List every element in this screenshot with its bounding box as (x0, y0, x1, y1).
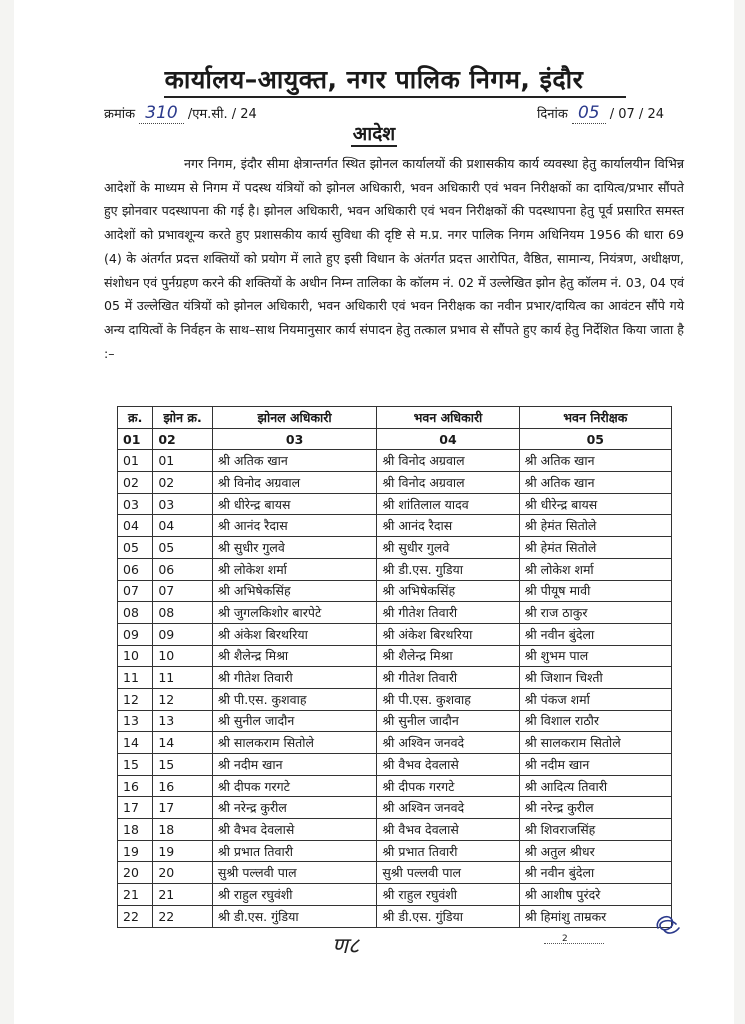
cell-zonal-officer: श्री लोकेश शर्मा (212, 558, 376, 580)
table-row (118, 450, 672, 472)
cell-building-officer: श्री अभिषेकसिंह (377, 580, 519, 602)
cell-zone: 22 (153, 905, 213, 927)
cell-building-inspector: श्री पंकज शर्मा (519, 688, 671, 710)
cell-serial: 13 (118, 710, 153, 732)
column-index: 03 (212, 428, 376, 450)
cell-zone: 14 (153, 732, 213, 754)
cell-building-inspector: श्री अतुल श्रीधर (519, 840, 671, 862)
cell-zone: 06 (153, 558, 213, 580)
cell-zonal-officer: श्री प्रभात तिवारी (212, 840, 376, 862)
cell-zone: 18 (153, 819, 213, 841)
cell-zonal-officer: सुश्री पल्लवी पाल (212, 862, 376, 884)
cell-zone: 11 (153, 667, 213, 689)
cell-building-inspector: श्री शुभम पाल (519, 645, 671, 667)
cell-serial: 15 (118, 754, 153, 776)
cell-building-inspector: श्री धीरेन्द्र बायस (519, 493, 671, 515)
signature-scribble (650, 910, 682, 938)
cell-zonal-officer: श्री दीपक गरगटे (212, 775, 376, 797)
cell-building-officer: श्री सुनील जादौन (377, 710, 519, 732)
cell-zonal-officer: श्री सुनील जादौन (212, 710, 376, 732)
cell-serial: 21 (118, 884, 153, 906)
table-row (118, 558, 672, 580)
header-zone: झोन क्र. (153, 407, 213, 429)
column-index: 01 (118, 428, 153, 450)
cell-zone: 15 (153, 754, 213, 776)
cell-zone: 09 (153, 623, 213, 645)
table-row (118, 905, 672, 927)
header-building-officer: भवन अधिकारी (377, 407, 519, 429)
cell-zonal-officer: श्री पी.एस. कुशवाह (212, 688, 376, 710)
table-header-row (118, 407, 672, 429)
table-row (118, 884, 672, 906)
cell-serial: 01 (118, 450, 153, 472)
cell-zone: 08 (153, 602, 213, 624)
table-row (118, 710, 672, 732)
cell-building-inspector: श्री शिवराजसिंह (519, 819, 671, 841)
cell-zone: 12 (153, 688, 213, 710)
header-serial: क्र. (118, 407, 153, 429)
page-number-dots (544, 943, 604, 944)
table-row (118, 493, 672, 515)
table-row (118, 602, 672, 624)
table-row (118, 840, 672, 862)
cell-building-inspector: श्री पीयूष मावी (519, 580, 671, 602)
column-index: 02 (153, 428, 213, 450)
cell-building-inspector: श्री नवीन बुंदेला (519, 862, 671, 884)
date-label: दिनांक (536, 107, 568, 122)
reference-handwritten-number: 310 (139, 103, 183, 124)
cell-building-officer: श्री वैभव देवलासे (377, 819, 519, 841)
cell-building-officer: श्री अंकेश बिरथरिया (377, 623, 519, 645)
cell-building-officer: श्री प्रभात तिवारी (377, 840, 519, 862)
cell-zonal-officer: श्री डी.एस. गुंडिया (212, 905, 376, 927)
cell-serial: 14 (118, 732, 153, 754)
cell-zone: 20 (153, 862, 213, 884)
table-row (118, 667, 672, 689)
cell-building-officer: श्री शांतिलाल यादव (377, 493, 519, 515)
column-index: 04 (377, 428, 519, 450)
cell-zone: 05 (153, 537, 213, 559)
title-underline (164, 96, 626, 98)
cell-building-officer: श्री डी.एस. गुंडिया (377, 905, 519, 927)
cell-serial: 06 (118, 558, 153, 580)
cell-zone: 19 (153, 840, 213, 862)
cell-serial: 09 (118, 623, 153, 645)
cell-building-inspector: श्री विशाल राठौर (519, 710, 671, 732)
table-row (118, 688, 672, 710)
cell-zone: 03 (153, 493, 213, 515)
cell-serial: 17 (118, 797, 153, 819)
table-row (118, 797, 672, 819)
order-heading-text: आदेश (352, 123, 396, 145)
cell-building-inspector: श्री आदित्य तिवारी (519, 775, 671, 797)
cell-zonal-officer: श्री नरेन्द्र कुरील (212, 797, 376, 819)
cell-zonal-officer: श्री विनोद अग्रवाल (212, 472, 376, 494)
header-zonal-officer: झोनल अधिकारी (212, 407, 376, 429)
cell-serial: 12 (118, 688, 153, 710)
cell-serial: 03 (118, 493, 153, 515)
document-page (14, 0, 734, 1024)
cell-zone: 16 (153, 775, 213, 797)
reference-suffix: /एम.सी. / 24 (187, 107, 257, 122)
cell-zone: 10 (153, 645, 213, 667)
cell-building-inspector: श्री आशीष पुरंदरे (519, 884, 671, 906)
cell-zone: 01 (153, 450, 213, 472)
cell-building-officer: श्री आनंद रैदास (377, 515, 519, 537)
column-index-row (118, 428, 672, 450)
cell-building-officer: श्री विनोद अग्रवाल (377, 472, 519, 494)
office-title: कार्यालय–आयुक्त, नगर पालिक निगम, इंदौर (164, 65, 584, 94)
cell-zonal-officer: श्री सुधीर गुलवे (212, 537, 376, 559)
cell-serial: 04 (118, 515, 153, 537)
cell-serial: 22 (118, 905, 153, 927)
cell-building-inspector: श्री हेमंत सितोले (519, 515, 671, 537)
cell-serial: 11 (118, 667, 153, 689)
cell-building-inspector: श्री नदीम खान (519, 754, 671, 776)
cell-serial: 05 (118, 537, 153, 559)
table-row (118, 819, 672, 841)
cell-building-officer: श्री डी.एस. गुडिया (377, 558, 519, 580)
page-number: 2 (562, 934, 568, 944)
table-row (118, 515, 672, 537)
table-row (118, 732, 672, 754)
cell-zonal-officer: श्री अतिक खान (212, 450, 376, 472)
cell-zonal-officer: श्री धीरेन्द्र बायस (212, 493, 376, 515)
cell-building-officer: श्री सुधीर गुलवे (377, 537, 519, 559)
cell-zone: 21 (153, 884, 213, 906)
cell-building-inspector: श्री जिशान चिश्ती (519, 667, 671, 689)
cell-zonal-officer: श्री गीतेश तिवारी (212, 667, 376, 689)
table-row (118, 472, 672, 494)
cell-building-officer: सुश्री पल्लवी पाल (377, 862, 519, 884)
cell-building-officer: श्री अश्विन जनवदे (377, 797, 519, 819)
assignment-table (117, 406, 672, 928)
cell-building-inspector: श्री अतिक खान (519, 450, 671, 472)
table-row (118, 537, 672, 559)
cell-zone: 17 (153, 797, 213, 819)
cell-building-officer: श्री गीतेश तिवारी (377, 602, 519, 624)
cell-building-inspector: श्री हिमांशु ताम्रकर (519, 905, 671, 927)
date-handwritten-day: 05 (572, 103, 606, 124)
cell-zonal-officer: श्री नदीम खान (212, 754, 376, 776)
cell-serial: 16 (118, 775, 153, 797)
table-row (118, 623, 672, 645)
cell-building-inspector: श्री लोकेश शर्मा (519, 558, 671, 580)
cell-serial: 08 (118, 602, 153, 624)
cell-building-officer: श्री पी.एस. कुशवाह (377, 688, 519, 710)
cell-zone: 04 (153, 515, 213, 537)
cell-zonal-officer: श्री जुगलकिशोर बारपेटे (212, 602, 376, 624)
column-index: 05 (519, 428, 671, 450)
order-heading (14, 120, 734, 146)
cell-building-officer: श्री दीपक गरगटे (377, 775, 519, 797)
cell-serial: 19 (118, 840, 153, 862)
table-row (118, 775, 672, 797)
cell-building-inspector: श्री अतिक खान (519, 472, 671, 494)
handwritten-initials: ण८ (332, 934, 360, 959)
cell-zonal-officer: श्री वैभव देवलासे (212, 819, 376, 841)
header-building-inspector: भवन निरीक्षक (519, 407, 671, 429)
cell-building-officer: श्री गीतेश तिवारी (377, 667, 519, 689)
cell-serial: 10 (118, 645, 153, 667)
cell-serial: 20 (118, 862, 153, 884)
reference-label: क्रमांक (104, 107, 136, 122)
table-row (118, 580, 672, 602)
cell-building-officer: श्री राहुल रघुवंशी (377, 884, 519, 906)
cell-building-inspector: श्री राज ठाकुर (519, 602, 671, 624)
cell-zonal-officer: श्री आनंद रैदास (212, 515, 376, 537)
table-row (118, 645, 672, 667)
cell-zonal-officer: श्री राहुल रघुवंशी (212, 884, 376, 906)
date-suffix: / 07 / 24 (609, 107, 664, 122)
cell-zonal-officer: श्री शैलेन्द्र मिश्रा (212, 645, 376, 667)
order-body-paragraph: नगर निगम, इंदौर सीमा क्षेत्रान्तर्गत स्थित झोनल कार्यालयों की प्रशासकीय कार्य व्यवस्था हेतु कार्यालयीन विभिन्न आदेशों के माध्यम से निगम में पदस्थ यंत्रियों को झोनल अधिकारी, भवन अधिकारी एवं भवन निरीक्षकों का दायित्व/प्रभार सौंपते हुए झोनवार पदस्थापना की गई है। झोनल अधिकारी, भवन अधिकारी एवं भवन निरीक्षकों की पदस्थापना हेतु पूर्व प्रसारित समस्त आदेशों को प्रभावशून्य करते हुए प्रशासकीय कार्य सुविधा की दृष्टि से म.प्र. नगर पालिक निगम अधिनियम 1956 की धारा 69 (4) के अंतर्गत प्रदत्त शक्तियों को प्रयोग में लाते हुए इसी विधान के अंतर्गत प्रदत्त आरोपित, वैष्ठित, सामान्य, नियंत्रण, अधीक्षण, संशोधन एवं पुर्नग्रहण करने की शक्तियों के अधीन निम्न तालिका के कॉलम नं. 02 में उल्लेखित झोन हेतु कॉलम नं. 03, 04 एवं 05 में उल्लेखित यंत्रियों को झोनल अधिकारी, भवन अधिकारी एवं भवन निरीक्षक का नवीन प्रभार/दायित्व का आवंटन सौंपे गये अन्य दायित्वों के निर्वहन के साथ–साथ नियमानुसार कार्य संपादन हेतु तत्काल प्रभाव से सौंपते हुए कार्य हेतु निर्देशित किया जाता है :– (104, 156, 684, 361)
cell-building-officer: श्री विनोद अग्रवाल (377, 450, 519, 472)
table-row (118, 754, 672, 776)
cell-zone: 02 (153, 472, 213, 494)
cell-serial: 18 (118, 819, 153, 841)
cell-building-officer: श्री वैभव देवलासे (377, 754, 519, 776)
cell-zonal-officer: श्री अभिषेकसिंह (212, 580, 376, 602)
cell-zonal-officer: श्री अंकेश बिरथरिया (212, 623, 376, 645)
table-row (118, 862, 672, 884)
cell-building-officer: श्री अश्विन जनवदे (377, 732, 519, 754)
cell-zone: 07 (153, 580, 213, 602)
cell-building-inspector: श्री नवीन बुंदेला (519, 623, 671, 645)
cell-serial: 02 (118, 472, 153, 494)
cell-building-inspector: श्री सालकराम सितोले (519, 732, 671, 754)
cell-serial: 07 (118, 580, 153, 602)
cell-building-officer: श्री शैलेन्द्र मिश्रा (377, 645, 519, 667)
cell-building-inspector: श्री हेमंत सितोले (519, 537, 671, 559)
cell-zone: 13 (153, 710, 213, 732)
cell-zonal-officer: श्री सालकराम सितोले (212, 732, 376, 754)
cell-building-inspector: श्री नरेन्द्र कुरील (519, 797, 671, 819)
